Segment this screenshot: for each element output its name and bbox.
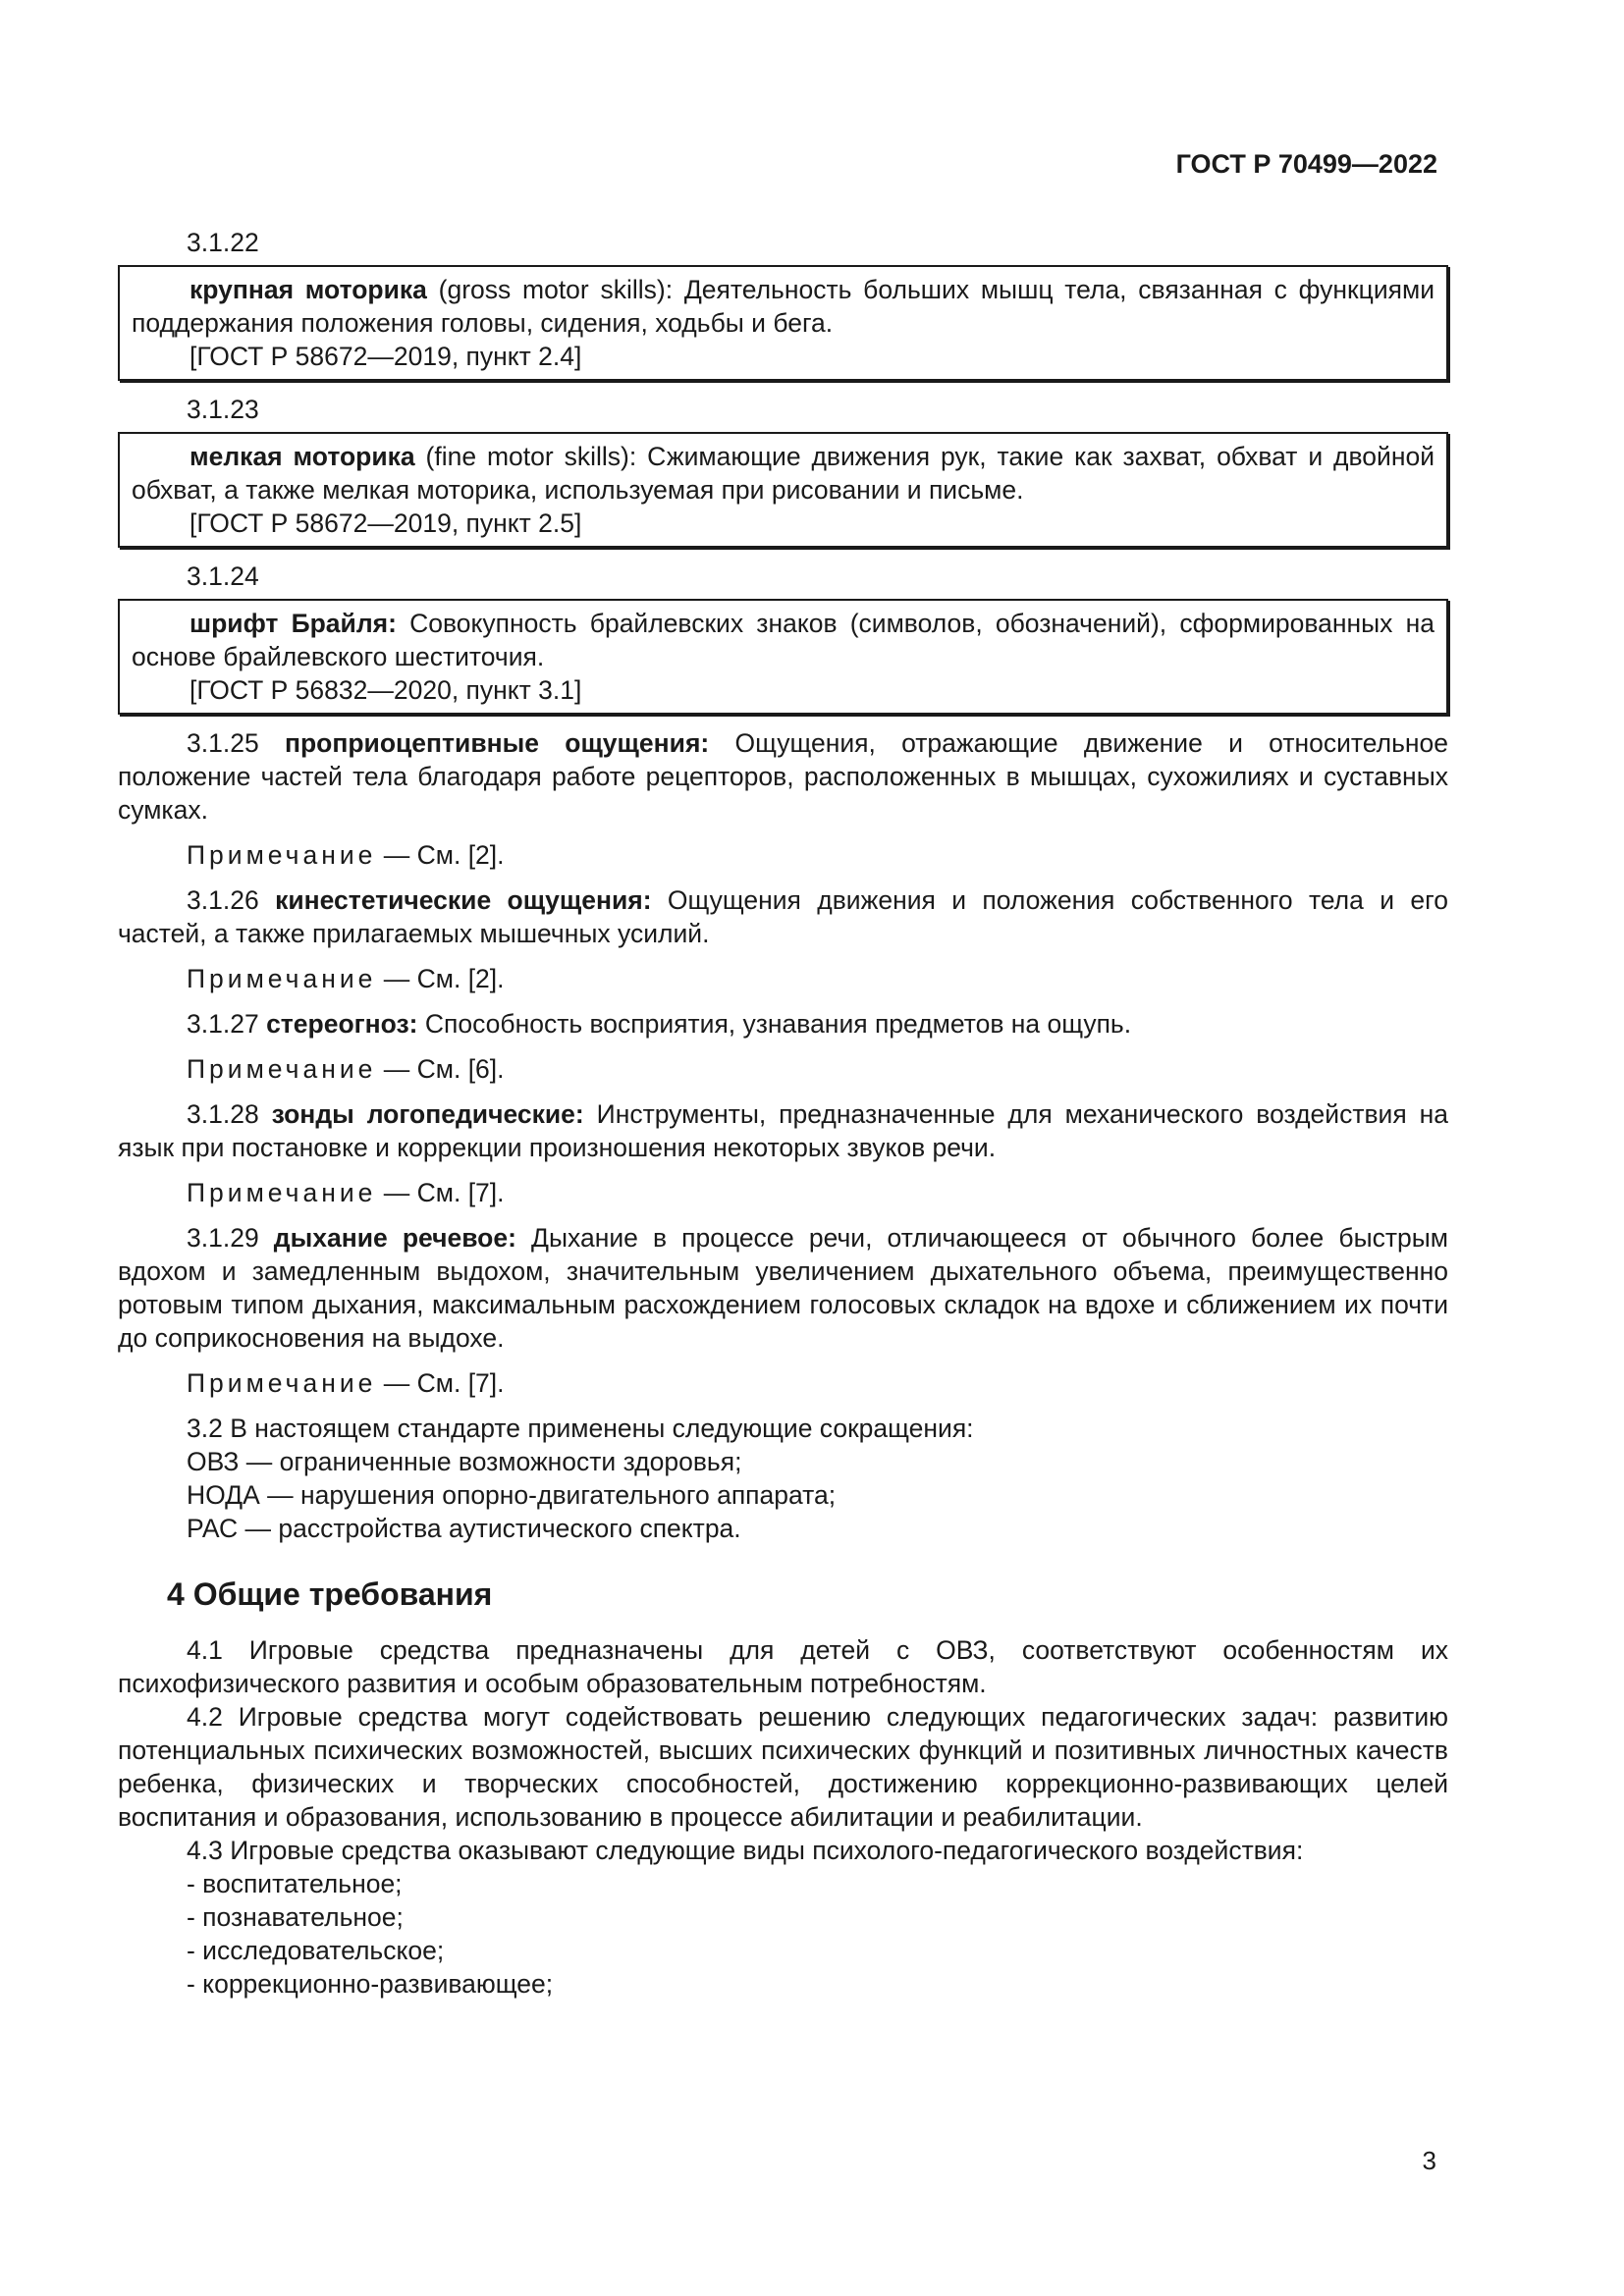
page-content (118, 226, 1448, 2001)
list-item: - коррекционно-развивающее; (187, 1969, 554, 1999)
term-definition (132, 273, 1435, 340)
note-label: Примечание (187, 1054, 377, 1084)
term-title: мелкая моторика (189, 442, 415, 471)
abbreviations-intro: 3.2 В настоящем стандарте применены следующие сокращения: (187, 1414, 974, 1443)
note-label: Примечание (187, 1368, 377, 1398)
list-item: - воспитательное; (187, 1869, 403, 1898)
term-text: Ощущения, отражающие движение и относительное положение частей тела благодаря работе рецепторов, расположенных в мышцах, сухожилиях и суставных сумках. (118, 728, 1448, 825)
term-number: 3.1.22 (187, 228, 259, 257)
term-number: 3.1.29 (187, 1223, 259, 1253)
paragraph-4-3: 4.3 Игровые средства оказывают следующие виды психолого-педагогического воздействия: (187, 1836, 1304, 1865)
section-heading: 4 Общие требования (167, 1576, 493, 1612)
term-source: [ГОСТ Р 58672—2019, пункт 2.4] (189, 342, 582, 371)
term-box (118, 432, 1448, 548)
note-label: Примечание (187, 840, 377, 870)
term-title: крупная моторика (189, 275, 427, 304)
note-ref: — См. [2]. (376, 964, 505, 993)
term-text: Деятельность больших мышц тела, связанная с функциями поддержания положения головы, сидения, ходьбы и бега. (132, 275, 1435, 338)
document-code-header: ГОСТ Р 70499—2022 (1175, 149, 1437, 179)
term-number: 3.1.26 (187, 885, 259, 915)
term-number: 3.1.28 (187, 1099, 259, 1129)
list-item: - познавательное; (187, 1902, 404, 1932)
term-source: [ГОСТ Р 56832—2020, пункт 3.1] (189, 675, 582, 705)
term-source: [ГОСТ Р 58672—2019, пункт 2.5] (189, 508, 582, 538)
term-number: 3.1.27 (187, 1009, 259, 1039)
abbreviation-item: РАС — расстройства аутистического спектра. (187, 1514, 741, 1543)
term-title: зонды логопедические: (271, 1099, 584, 1129)
term-number: 3.1.25 (187, 728, 259, 758)
note (118, 1052, 1448, 1086)
term-title: проприоцептивные ощущения: (284, 728, 710, 758)
term-paragraph (118, 726, 1448, 827)
term-number: 3.1.23 (187, 395, 259, 424)
abbreviation-item: НОДА — нарушения опорно-двигательного аппарата; (187, 1480, 837, 1510)
note-ref: — См. [6]. (376, 1054, 505, 1084)
term-box (118, 265, 1448, 381)
note-ref: — См. [7]. (376, 1368, 505, 1398)
term-text: Инструменты, предназначенные для механического воздействия на язык при постановке и коррекции произношения некоторых звуков речи. (118, 1099, 1448, 1162)
note-ref: — См. [7]. (376, 1178, 505, 1207)
term-definition (132, 607, 1435, 673)
term-box (118, 599, 1448, 715)
page-number: 3 (1422, 2146, 1436, 2175)
note (118, 838, 1448, 872)
note-ref: — См. [2]. (376, 840, 505, 870)
term-title: стереогноз: (266, 1009, 418, 1039)
note-label: Примечание (187, 1178, 377, 1207)
paragraph-4-2: 4.2 Игровые средства могут содействовать решению следующих педагогических задач: развитию потенциальных психических возможностей, высших психических функций и позитивных личностных качеств ребенка, физических и творческих способностей, достижению коррекционно-развивающих целей воспитания и образования, использованию в процессе абилитации и реабилитации. (118, 1702, 1448, 1832)
note (118, 1176, 1448, 1209)
term-text: Дыхание в процессе речи, отличающееся от обычного более быстрым вдохом и замедленным выдохом, значительным увеличением дыхательного объема, преимущественно ротовым типом дыхания, максимальным расхождением голосовых складок на вдохе и сближением их почти до соприкосновения на выдохе. (118, 1223, 1449, 1353)
term-paragraph (118, 1221, 1448, 1355)
term-title: кинестетические ощущения: (275, 885, 652, 915)
note (118, 962, 1448, 995)
term-text: Способность восприятия, узнавания предметов на ощупь. (417, 1009, 1132, 1039)
abbreviation-item: ОВЗ — ограниченные возможности здоровья; (187, 1447, 742, 1476)
term-paragraph (118, 1097, 1448, 1164)
term-text: Ощущения движения и положения собственного тела и его частей, а также прилагаемых мышечных усилий. (118, 885, 1448, 948)
term-english: (fine motor skills): (414, 442, 637, 471)
term-definition (132, 440, 1435, 507)
term-title: дыхание речевое: (273, 1223, 516, 1253)
paragraph-4-1: 4.1 Игровые средства предназначены для детей с ОВЗ, соответствуют особенностям их психофизического развития и особым образовательным потребностям. (118, 1635, 1448, 1698)
term-paragraph (118, 883, 1448, 950)
list-item: - исследовательское; (187, 1936, 445, 1965)
term-title: шрифт Брайля: (189, 609, 397, 638)
note (118, 1366, 1448, 1400)
term-paragraph (118, 1007, 1448, 1041)
term-text: Сжимающие движения рук, такие как захват, обхват и двойной обхват, а также мелкая моторика, используемая при рисовании и письме. (132, 442, 1435, 505)
term-english: (gross motor skills): (426, 275, 674, 304)
term-text: Совокупность брайлевских знаков (символов, обозначений), сформированных на основе брайлевского шеститочия. (132, 609, 1435, 671)
note-label: Примечание (187, 964, 377, 993)
term-number: 3.1.24 (187, 561, 259, 591)
